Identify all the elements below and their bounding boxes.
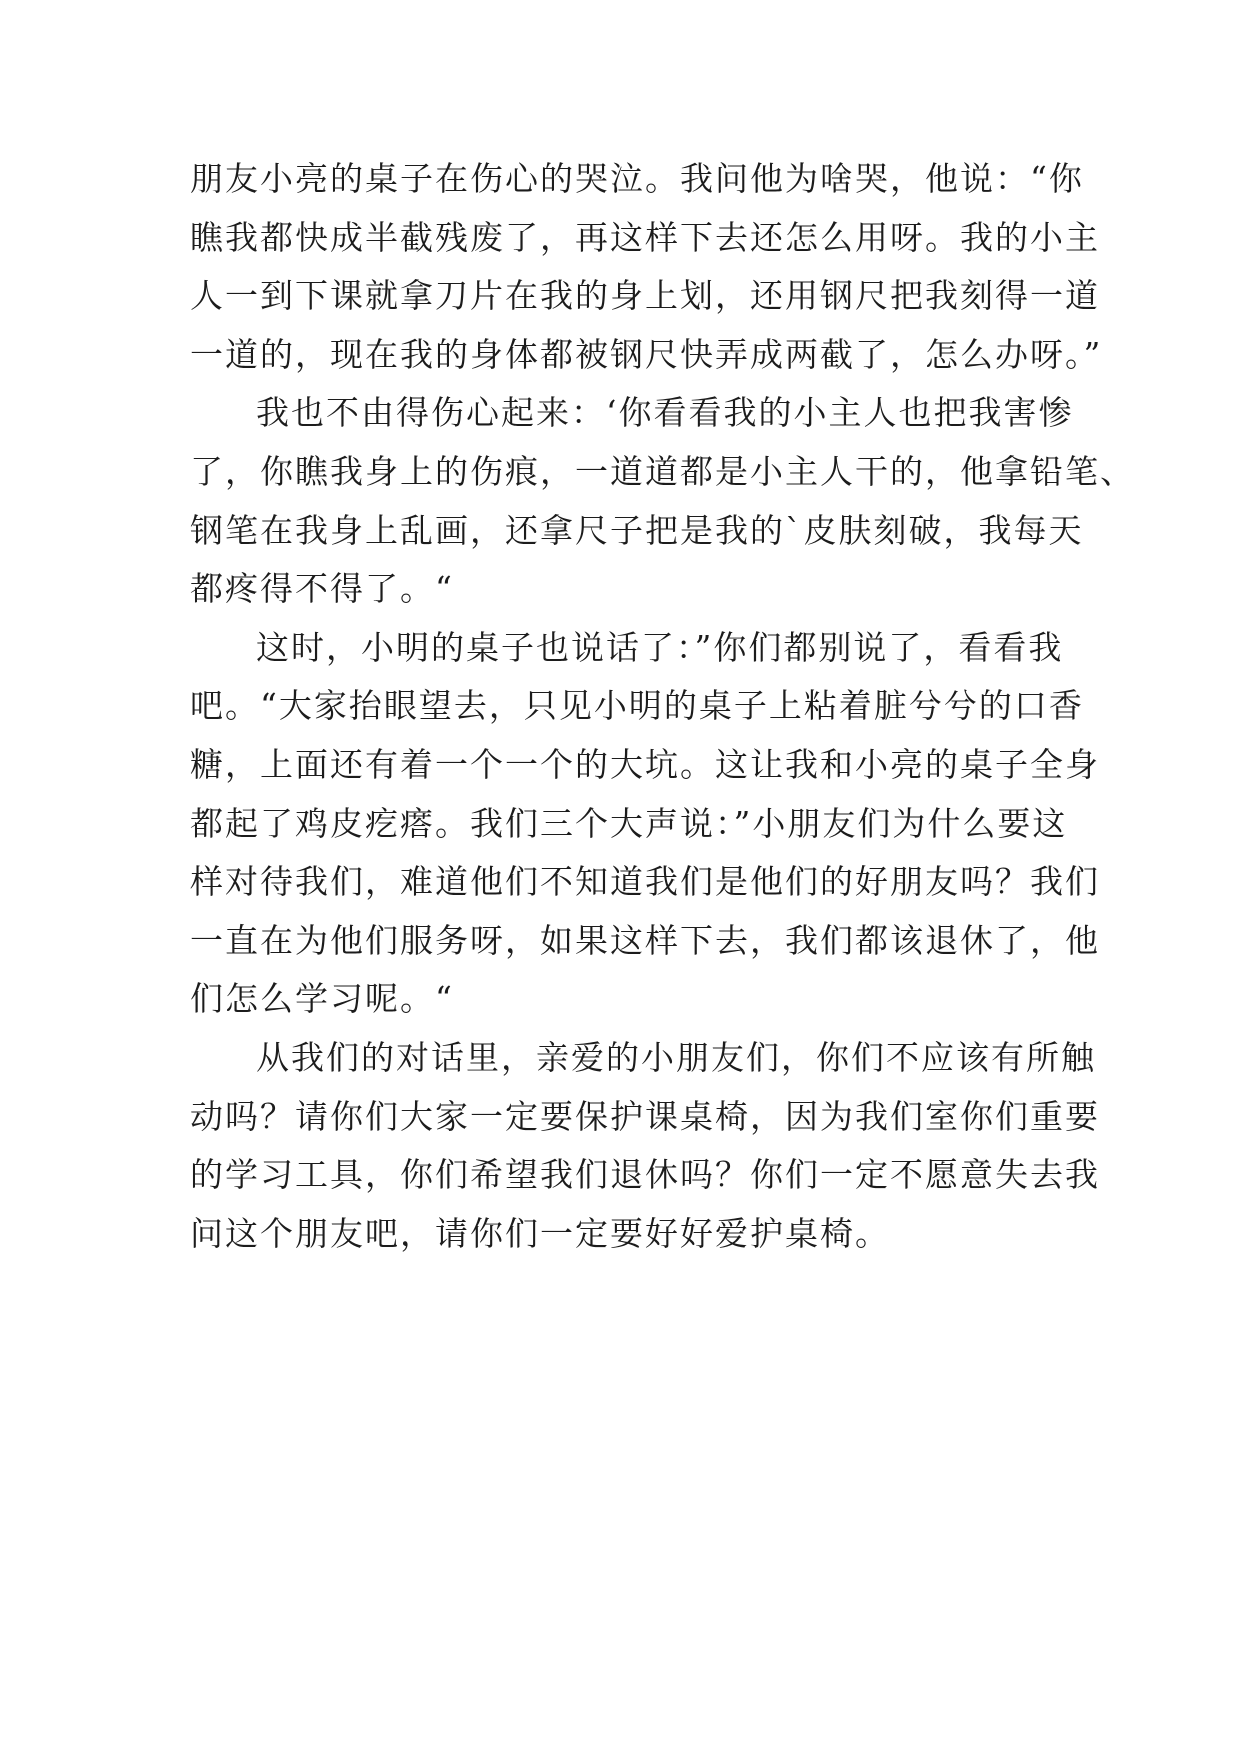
text-line: 人一到下课就拿刀片在我的身上划，还用钢尺把我刻得一道 bbox=[190, 276, 1100, 316]
text-line: 了，你瞧我身上的伤痕，一道道都是小主人干的，他拿铅笔、 bbox=[190, 451, 1135, 491]
text-line: 动吗？请你们大家一定要保护课桌椅，因为我们室你们重要 bbox=[190, 1096, 1100, 1136]
text-line: 瞧我都快成半截残废了，再这样下去还怎么用呀。我的小主 bbox=[190, 217, 1100, 257]
paragraph-4 bbox=[190, 1029, 1100, 1263]
paragraph-2 bbox=[190, 384, 1135, 618]
text-line: 都起了鸡皮疙瘩。我们三个大声说：”小朋友们为什么要这 bbox=[190, 803, 1068, 843]
document-body bbox=[190, 150, 1135, 1263]
text-line: 样对待我们，难道他们不知道我们是他们的好朋友吗？我们 bbox=[190, 862, 1100, 902]
text-line: 一直在为他们服务呀，如果这样下去，我们都该退休了，他 bbox=[190, 920, 1100, 960]
text-line: 糖，上面还有着一个一个的大坑。这让我和小亮的桌子全身 bbox=[190, 744, 1100, 784]
text-line: 我也不由得伤心起来：‘你看看我的小主人也把我害惨 bbox=[256, 393, 1074, 433]
text-line: 一道的，现在我的身体都被钢尺快弄成两截了，怎么办呀。” bbox=[190, 334, 1103, 374]
text-line: 朋友小亮的桌子在伤心的哭泣。我问他为啥哭，他说：“你 bbox=[190, 159, 1084, 198]
text-line: 问这个朋友吧，请你们一定要好好爱护桌椅。 bbox=[190, 1213, 890, 1253]
text-line: 都疼得不得了。“ bbox=[190, 569, 454, 609]
text-line: 们怎么学习呢。“ bbox=[190, 979, 454, 1019]
text-line: 从我们的对话里，亲爱的小朋友们，你们不应该有所触 bbox=[256, 1037, 1096, 1077]
text-line: 的学习工具，你们希望我们退休吗？你们一定不愿意失去我 bbox=[190, 1155, 1100, 1195]
paragraph-1 bbox=[190, 150, 1103, 384]
text-line: 钢笔在我身上乱画，还拿尺子把是我的`皮肤刻破，我每天 bbox=[190, 510, 1084, 550]
paragraph-3 bbox=[190, 619, 1100, 1029]
text-line: 吧。“大家抬眼望去，只见小明的桌子上粘着脏兮兮的口香 bbox=[190, 686, 1084, 726]
text-line: 这时，小明的桌子也说话了：”你们都别说了，看看我 bbox=[256, 627, 1064, 667]
